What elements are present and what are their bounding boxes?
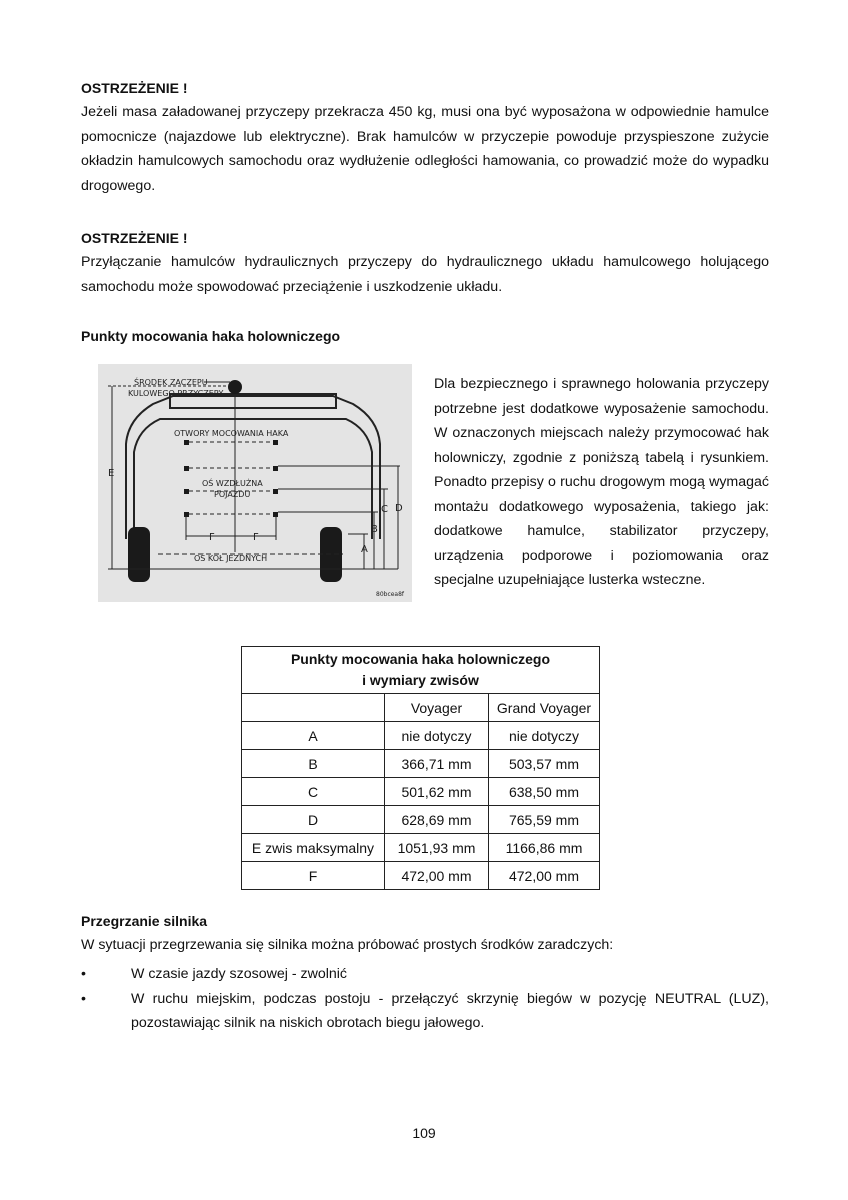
ball-hitch-point — [228, 380, 242, 394]
warning-text-1: Jeżeli masa załadowanej przyczepy przekracza 450 kg, musi ona być wyposażona w odpowiednie hamulce pomocnicze (najazdowe lub elektryczne). Brak hamulców w przyczepie powoduje przyspieszone zużycie okładzin hamulcowych samochodu oraz wydłużenie odległości hamowania, co prowadzić może do wypadku drogowego. — [81, 104, 769, 194]
table-row — [242, 862, 600, 890]
towing-description: Dla bezpiecznego i sprawnego holowania przyczepy potrzebne jest dodatkowe wyposażenie samochodu. W oznaczonych miejscach należy przymocować hak holowniczy, zgodnie z poniższą tabelą i rysunkiem. Ponadto przepisy o ruchu drogowym mogą wymagać montażu dodatkowego wyposażenia, takiego jak: dodatkowe hamulce, stabilizator przyczepy, urządzenia podporowe i poziomowania oraz specjalne uzupełniające lusterka wsteczne. — [434, 376, 769, 588]
letter-e: E — [108, 468, 115, 479]
table-cell: 503,57 mm — [489, 750, 600, 778]
table-cell: E zwis maksymalny — [242, 834, 385, 862]
mount-hole-left-2 — [184, 466, 189, 471]
overheat-heading: Przegrzanie silnika — [81, 913, 208, 929]
letter-f-right: F — [253, 532, 259, 543]
table-header-row — [242, 694, 600, 722]
table-cell: D — [242, 806, 385, 834]
list-item — [81, 962, 769, 987]
table-cell: 765,59 mm — [489, 806, 600, 834]
towing-heading: Punkty mocowania haka holowniczego — [81, 328, 341, 344]
list-item-text: W ruchu miejskim, podczas postoju - przełączyć skrzynię biegów w pozycję NEUTRAL (LUZ), pozostawiając silnik na niskich obrotach biegu jałowego. — [131, 990, 769, 1031]
table-cell: C — [242, 778, 385, 806]
warning-heading-2: OSTRZEŻENIE ! — [81, 230, 188, 246]
table-cell: A — [242, 722, 385, 750]
table-cell: 1051,93 mm — [385, 834, 489, 862]
table-row — [242, 750, 600, 778]
label-hitch-center-2: KULOWEGO PRZYCZEPY — [128, 389, 224, 398]
table-row — [242, 834, 600, 862]
mount-hole-right-1 — [273, 440, 278, 445]
table-cell: 628,69 mm — [385, 806, 489, 834]
table-cell: F — [242, 862, 385, 890]
towing-diagram — [98, 364, 412, 602]
table-caption: Punkty mocowania haka holowniczego i wymiary zwisów — [242, 647, 600, 694]
warning-heading-1: OSTRZEŻENIE ! — [81, 80, 188, 96]
label-long-axis-2: POJAZDU — [214, 490, 251, 499]
mount-hole-left-3 — [184, 489, 189, 494]
left-wheel — [128, 527, 150, 582]
letter-f-left: F — [209, 532, 215, 543]
table-cell: 366,71 mm — [385, 750, 489, 778]
letter-a: A — [361, 544, 368, 555]
label-hitch-center-1: ŚRODEK ZACZEPU — [134, 378, 208, 387]
bullet-marker: • — [81, 990, 86, 1007]
table-cell: 501,62 mm — [385, 778, 489, 806]
table-row — [242, 722, 600, 750]
table-cell: nie dotyczy — [489, 722, 600, 750]
list-item-text: W czasie jazdy szosowej - zwolnić — [131, 966, 348, 982]
label-mount-holes: OTWORY MOCOWANIA HAKA — [174, 429, 289, 438]
table-cell: 472,00 mm — [385, 862, 489, 890]
letter-b: B — [371, 524, 378, 535]
label-code: 80bcea8f — [376, 591, 405, 598]
table-cell: 638,50 mm — [489, 778, 600, 806]
table-cell: nie dotyczy — [385, 722, 489, 750]
bullet-marker: • — [81, 966, 86, 982]
label-long-axis-1: OŚ WZDŁUŻNA — [202, 479, 263, 488]
towing-diagram-svg — [98, 364, 412, 602]
mount-hole-left-1 — [184, 440, 189, 445]
table-row — [242, 778, 600, 806]
label-wheel-axis: OŚ KÓŁ JEZDNYCH — [194, 554, 268, 563]
table-cell: 1166,86 mm — [489, 834, 600, 862]
mount-hole-right-3 — [273, 489, 278, 494]
table-row — [242, 806, 600, 834]
overheat-list — [81, 962, 769, 1036]
table-header-cell: Grand Voyager — [489, 694, 600, 722]
table-cell: B — [242, 750, 385, 778]
dimensions-table — [241, 646, 600, 890]
table-cell: 472,00 mm — [489, 862, 600, 890]
table-header-cell: Voyager — [385, 694, 489, 722]
table-header-cell — [242, 694, 385, 722]
overheat-intro: W sytuacji przegrzewania się silnika można próbować prostych środków zaradczych: — [81, 937, 614, 953]
table-caption-row — [242, 647, 600, 694]
letter-d: D — [395, 503, 403, 514]
page-number: 109 — [412, 1125, 436, 1141]
list-item — [81, 987, 769, 1036]
mount-hole-right-2 — [273, 466, 278, 471]
warning-text-2: Przyłączanie hamulców hydraulicznych przyczepy do hydraulicznego układu hamulcowego holującego samochodu może spowodować przeciążenie i uszkodzenie układu. — [81, 254, 769, 295]
letter-c: C — [381, 504, 388, 515]
